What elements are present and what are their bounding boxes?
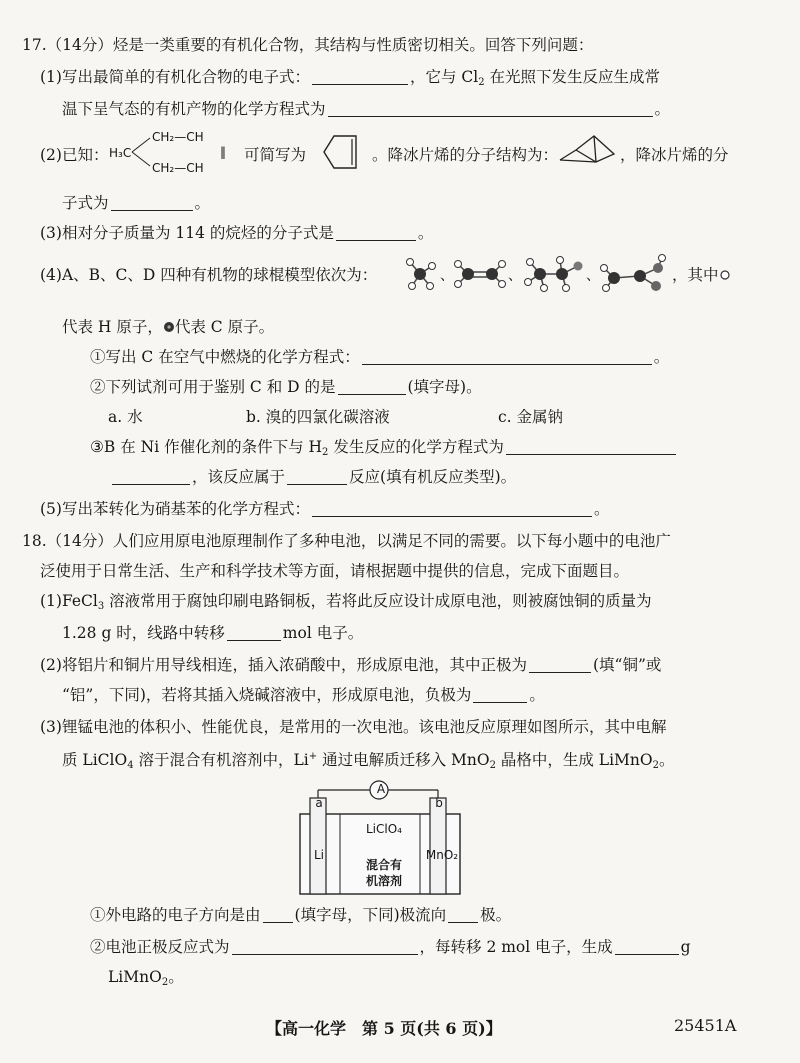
q17-p1-line1	[40, 66, 660, 94]
norbornene-skeletal	[556, 128, 616, 170]
option-b[interactable]	[246, 406, 390, 428]
q17-title	[22, 34, 593, 56]
q17-p2-norbornene-label	[372, 144, 558, 166]
q18-p3c: 溶于混合有机溶剂中，Li	[133, 751, 309, 769]
q18-p3-line1	[40, 716, 666, 738]
q18-p3-2c: g	[680, 938, 691, 956]
q17-p4-1	[90, 346, 669, 368]
blank-17[interactable]	[615, 938, 679, 955]
q17-p4-tail	[672, 264, 731, 286]
blank-12[interactable]	[529, 656, 591, 673]
q17-p1b: ，它与 Cl	[409, 68, 479, 86]
norbornene-bridge	[594, 136, 596, 162]
period: 。	[194, 194, 211, 212]
cyclopentene-skeletal	[314, 132, 364, 172]
option-a-text: a. 水	[108, 408, 143, 426]
q17-p4-line1	[40, 264, 377, 286]
blank-14[interactable]	[263, 906, 293, 923]
q18-title2-text: 泛使用于日常生活、生产和科学技术等方面，请根据题中提供的信息，完成下面题目。	[40, 562, 630, 580]
struct-h3c: H₃C	[109, 146, 132, 160]
norbornene-ring	[560, 136, 614, 162]
q18-p3-2	[90, 936, 691, 958]
q17-p4-3c: ，该反应属于	[192, 468, 286, 486]
q17-p4-line2	[62, 316, 274, 338]
blank-2[interactable]	[328, 100, 653, 117]
q18-p2c: “铝”，下同)，若将其插入烧碱溶液中，形成原电池，负极为	[62, 686, 472, 704]
solvent-label-2: 机溶剂	[365, 874, 402, 888]
sup-plus: +	[308, 751, 318, 762]
period: 。	[417, 224, 434, 242]
q18-p1-line2	[62, 622, 363, 644]
sub-2: 2	[652, 760, 659, 771]
q17-p1d: 温下呈气态的有机产物的化学方程式为	[62, 100, 326, 118]
q18-p3-2d: LiMnO	[108, 968, 162, 986]
blank-3[interactable]	[111, 194, 193, 211]
electrode-b	[430, 798, 446, 894]
cyclopentene-ring	[324, 136, 356, 168]
model-c	[525, 257, 583, 292]
blank-4[interactable]	[336, 224, 416, 241]
q17-p2-tail	[620, 144, 729, 166]
q17-p5-text: (5)写出苯转化为硝基苯的化学方程式：	[40, 500, 310, 518]
blank-11[interactable]	[227, 624, 281, 641]
q18-p3-2a: ②电池正极反应式为	[90, 938, 230, 956]
struct-double-bond: ‖	[220, 145, 226, 159]
blank-10[interactable]	[312, 500, 592, 517]
q17-p4-3a: ③B 在 Ni 作催化剂的条件下与 H	[90, 438, 323, 456]
q17-p2-line2	[62, 192, 210, 214]
norbornene-base	[560, 160, 596, 162]
q18-title2	[40, 560, 629, 582]
q17-p2c: 。降冰片烯的分子结构为：	[372, 146, 559, 164]
electrode-b-label: b	[435, 796, 443, 810]
blank-13[interactable]	[473, 686, 527, 703]
q18-p1b: 溶液常用于腐蚀印刷电路铜板，若将此反应设计成原电池，则被腐蚀铜的质量为	[104, 592, 652, 610]
q17-p4-3-line2	[110, 466, 516, 488]
q18-p3-1	[90, 904, 511, 926]
q18-p1c: 1.28 g 时，线路中转移	[62, 624, 225, 642]
q18-p2b: (填“铜”或	[592, 656, 662, 674]
model-d	[601, 255, 666, 292]
option-c-text: c. 金属钠	[498, 408, 564, 426]
electrolyte-label: LiClO₄	[366, 822, 402, 836]
q17-p2-label	[40, 144, 108, 166]
q18-p3b: 质 LiClO	[62, 751, 128, 769]
q17-p5	[40, 498, 609, 520]
period: 。	[653, 348, 670, 366]
mno2-label: MnO₂	[425, 848, 459, 862]
solvent-label-1: 混合有	[365, 858, 402, 872]
blank-16[interactable]	[232, 938, 418, 955]
q17-p4-3-line1	[90, 436, 678, 464]
q17-p2-shorthand	[244, 144, 306, 166]
option-b-text: b. 溴的四氯化碳溶液	[246, 408, 390, 426]
h-atom-legend-icon	[719, 269, 731, 281]
blank-6[interactable]	[338, 378, 406, 395]
blank-15[interactable]	[448, 906, 478, 923]
q17-p4a: (4)A、B、C、D 四种有机物的球棍模型依次为：	[40, 266, 378, 284]
blank-9[interactable]	[287, 468, 347, 485]
sub-4: 4	[127, 760, 134, 771]
q17-p4-2b: (填字母)。	[407, 378, 482, 396]
c-atom-legend-icon	[163, 321, 175, 333]
q17-p4-1-text: ①写出 C 在空气中燃烧的化学方程式：	[90, 348, 360, 366]
ammeter-label: A	[376, 782, 386, 796]
blank-1[interactable]	[312, 68, 408, 85]
q18-p1a: (1)FeCl	[40, 592, 98, 610]
q18-p3-1a: ①外电路的电子方向是由	[90, 906, 261, 924]
struct-ch2-top: CH₂—CH	[152, 130, 204, 144]
period: 。	[529, 686, 545, 704]
struct-ch2-bottom: CH₂—CH	[152, 161, 204, 175]
q18-title	[22, 530, 671, 552]
q18-p3e: 晶格中，生成 LiMnO	[495, 751, 653, 769]
q18-p3-1b: (填字母，下同)极流向	[294, 906, 447, 924]
q18-p3-2-line2	[108, 966, 184, 994]
q18-p1d: mol 电子。	[282, 624, 364, 642]
q17-p4d: 代表 C 原子。	[174, 318, 275, 336]
svg-text:、: 、	[586, 268, 600, 284]
q18-p2-line2	[62, 684, 545, 706]
q17-p2a: (2)已知：	[40, 146, 109, 164]
ball-stick-models	[400, 254, 700, 296]
q18-p2-line1	[40, 654, 661, 676]
q17-p1a: (1)写出最简单的有机化合物的电子式：	[40, 68, 310, 86]
bond-upper	[132, 138, 150, 152]
q18-p3a: (3)锂锰电池的体积小、性能优良，是常用的一次电池。该电池反应原理如图所示，其中电解	[40, 718, 667, 736]
footer-page-info: 【高一化学 第 5 页(共 6 页)】	[266, 1019, 502, 1038]
q17-p4b: ，其中	[672, 266, 719, 284]
q18-p1-line1	[40, 590, 652, 618]
q17-p4-2a: ②下列试剂可用于鉴别 C 和 D 的是	[90, 378, 336, 396]
period: 。	[593, 500, 610, 518]
model-b	[455, 261, 506, 288]
sub-2: 2	[161, 977, 169, 988]
blank-5[interactable]	[362, 348, 652, 365]
q17-p2e: 子式为	[62, 194, 109, 212]
option-a[interactable]	[108, 406, 143, 428]
q18-title-text: 18.（14分）人们应用原电池原理制作了多种电池，以满足不同的需要。以下每小题中的电池广	[22, 532, 671, 550]
blank-8[interactable]	[112, 468, 190, 485]
q17-p4-2	[90, 376, 482, 398]
q17-p2b: 可简写为	[244, 146, 307, 164]
svg-text:、: 、	[440, 268, 454, 284]
sub-2: 2	[322, 447, 329, 458]
period: 。	[654, 100, 671, 118]
option-c[interactable]	[498, 406, 563, 428]
q17-p3	[40, 222, 433, 244]
q17-p4c: 代表 H 原子，	[62, 318, 163, 336]
period: 。	[659, 751, 675, 769]
q18-p3-2e: 。	[168, 968, 184, 986]
q17-title-text: 17.（14分）烃是一类重要的有机化合物，其结构与性质密切相关。回答下列问题：	[22, 36, 594, 54]
q18-p2a: (2)将铝片和铜片用导线相连，插入浓硝酸中，形成原电池，其中正极为	[40, 656, 527, 674]
sub-3: 3	[97, 601, 105, 612]
q17-p2d: ，降冰片烯的分	[620, 146, 729, 164]
q17-p1-line2	[62, 98, 670, 120]
bond-lower	[132, 152, 150, 166]
q18-p3d: 通过电解质迁移入 MnO	[317, 751, 490, 769]
struct-bonds	[132, 136, 156, 168]
q17-p3-text: (3)相对分子质量为 114 的烷烃的分子式是	[40, 224, 334, 242]
q18-p3-line2	[62, 746, 675, 777]
sub-2: 2	[489, 760, 496, 771]
q17-p4-3b: 发生反应的化学方程式为	[328, 438, 504, 456]
q17-p4-3d: 反应(填有机反应类型)。	[349, 468, 517, 486]
footer-code: 25451A	[674, 1016, 737, 1035]
q18-p3-1c: 极。	[480, 906, 512, 924]
blank-7[interactable]	[506, 438, 676, 455]
model-a	[407, 259, 436, 290]
li-label: Li	[313, 848, 325, 862]
q17-p1c: 在光照下发生反应生成常	[484, 68, 661, 86]
electrode-a-label: a	[315, 796, 323, 810]
sub-2: 2	[478, 77, 485, 88]
electrode-a	[310, 798, 326, 894]
svg-text:、: 、	[508, 268, 522, 284]
q18-p3-2b: ，每转移 2 mol 电子，生成	[419, 938, 613, 956]
